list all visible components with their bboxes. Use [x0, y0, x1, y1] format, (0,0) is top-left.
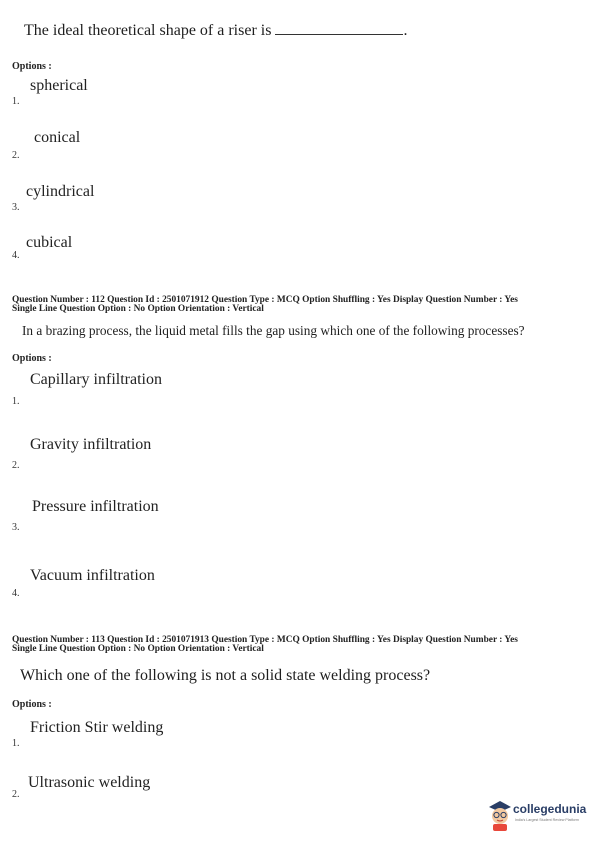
- option-text: Vacuum infiltration: [30, 567, 155, 584]
- option-text: cubical: [26, 234, 73, 251]
- answer-blank: [275, 22, 403, 35]
- option-number: 4.: [12, 588, 20, 599]
- logo-tagline: India's Largest Student Review Platform: [515, 818, 579, 822]
- option-text: conical: [34, 129, 81, 146]
- option-number: 3.: [12, 522, 20, 533]
- question-meta-line: Single Line Question Option : No Option Orientation : Vertical: [12, 304, 264, 314]
- option-text: Friction Stir welding: [30, 719, 164, 736]
- question-meta-line: Question Number : 112 Question Id : 2501071912 Question Type : MCQ Option Shuffling : Yes Display Question Number : Yes: [12, 295, 518, 305]
- option-number: 2.: [12, 460, 20, 471]
- options-label: Options :: [12, 61, 52, 72]
- option-text: Gravity infiltration: [30, 436, 152, 453]
- question-1-period: .: [403, 22, 408, 39]
- logo-wordmark: collegedunia: [513, 802, 587, 816]
- option-number: 2.: [12, 150, 20, 161]
- question-meta-line: Single Line Question Option : No Option Orientation : Vertical: [12, 644, 264, 654]
- question-1-text: [24, 22, 407, 40]
- question-1-stem: The ideal theoretical shape of a riser is: [24, 22, 272, 39]
- options-label: Options :: [12, 699, 52, 710]
- question-3-text: Which one of the following is not a solid state welding process?: [20, 667, 431, 684]
- option-number: 1.: [12, 96, 20, 107]
- collegedunia-logo: [487, 796, 591, 836]
- student-mascot-icon: [487, 798, 513, 832]
- question-meta-line: Question Number : 113 Question Id : 2501071913 Question Type : MCQ Option Shuffling : Yes Display Question Number : Yes: [12, 635, 518, 645]
- option-number: 1.: [12, 396, 20, 407]
- option-number: 4.: [12, 250, 20, 261]
- option-text: cylindrical: [26, 183, 95, 200]
- option-text: Capillary infiltration: [30, 371, 162, 388]
- option-number: 3.: [12, 202, 20, 213]
- option-number: 2.: [12, 789, 20, 800]
- question-2-text: In a brazing process, the liquid metal fills the gap using which one of the following processes?: [22, 323, 525, 338]
- option-number: 1.: [12, 738, 20, 749]
- options-label: Options :: [12, 353, 52, 364]
- option-text: Pressure infiltration: [32, 498, 159, 515]
- option-text: Ultrasonic welding: [28, 774, 151, 791]
- option-text: spherical: [30, 77, 88, 94]
